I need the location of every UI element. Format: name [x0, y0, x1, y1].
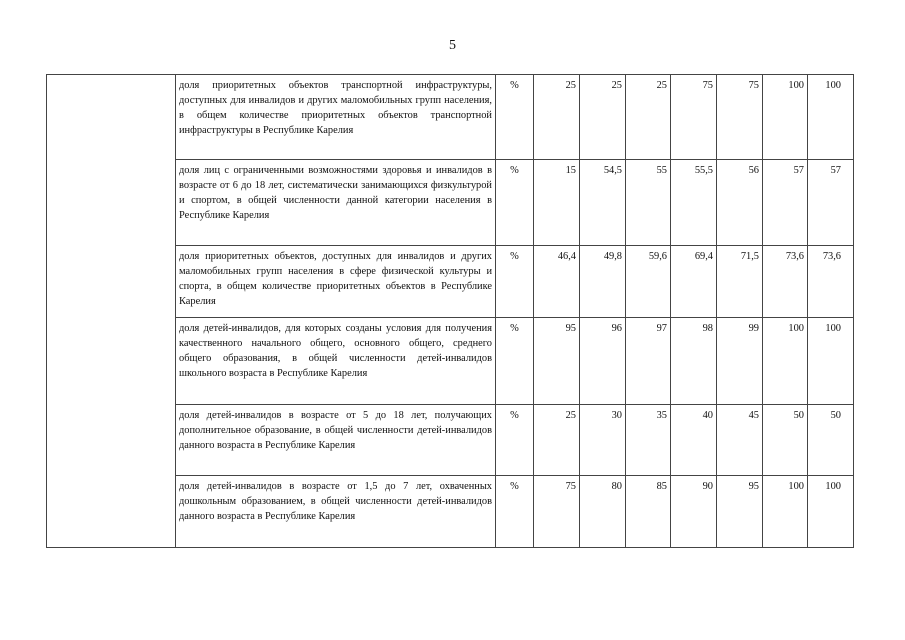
- indicators-table: [46, 74, 854, 548]
- value-cell: 99: [717, 318, 763, 405]
- unit-cell: %: [496, 246, 534, 318]
- indicator-description: доля детей-инвалидов в возрасте от 5 до 18 лет, получающих дополнительное образование, в общей численности детей-инвалидов данного возраста в Республике Карелия: [176, 405, 496, 476]
- page-number: 5: [449, 38, 456, 53]
- value-cell: 25: [580, 75, 626, 160]
- value-cell: 56: [717, 160, 763, 246]
- value-cell: 71,5: [717, 246, 763, 318]
- value-cell: 45: [717, 405, 763, 476]
- value-cell: 25: [534, 75, 580, 160]
- value-cell: 97: [626, 318, 671, 405]
- unit-cell: %: [496, 75, 534, 160]
- value-cell: 46,4: [534, 246, 580, 318]
- value-cell: 15: [534, 160, 580, 246]
- value-cell: 54,5: [580, 160, 626, 246]
- value-cell: 75: [717, 75, 763, 160]
- value-cell: 100: [763, 75, 808, 160]
- value-cell: 50: [763, 405, 808, 476]
- indicator-description: доля детей-инвалидов, для которых созданы условия для получения качественного начального общего, основного общего, среднего общего образования, в общей численности детей-инвалидов школьного возраста в Республике Карелия: [176, 318, 496, 405]
- indicator-description: доля приоритетных объектов транспортной инфраструктуры, доступных для инвалидов и других маломобильных групп населения, в общем количестве приоритетных объектов транспортной инфраструктуры в Республике Карелия: [176, 75, 496, 160]
- table-row: [47, 75, 854, 160]
- value-cell: 100: [763, 318, 808, 405]
- value-cell: 73,6: [808, 246, 854, 318]
- indicator-description: доля лиц с ограниченными возможностями здоровья и инвалидов в возрасте от 6 до 18 лет, систематически занимающихся физкультурой и спортом, в общей численности данной категории населения в Республике Карелия: [176, 160, 496, 246]
- value-cell: 35: [626, 405, 671, 476]
- value-cell: 57: [763, 160, 808, 246]
- value-cell: 80: [580, 476, 626, 548]
- value-cell: 98: [671, 318, 717, 405]
- unit-cell: %: [496, 318, 534, 405]
- unit-cell: %: [496, 476, 534, 548]
- value-cell: 100: [808, 318, 854, 405]
- value-cell: 30: [580, 405, 626, 476]
- value-cell: 100: [808, 476, 854, 548]
- value-cell: 55,5: [671, 160, 717, 246]
- value-cell: 57: [808, 160, 854, 246]
- value-cell: 95: [717, 476, 763, 548]
- program-cell: [47, 75, 176, 548]
- value-cell: 100: [763, 476, 808, 548]
- indicator-description: доля детей-инвалидов в возрасте от 1,5 до 7 лет, охваченных дошкольным образованием, в общей численности детей-инвалидов данного возраста в Республике Карелия: [176, 476, 496, 548]
- value-cell: 100: [808, 75, 854, 160]
- value-cell: 96: [580, 318, 626, 405]
- value-cell: 75: [671, 75, 717, 160]
- unit-cell: %: [496, 160, 534, 246]
- value-cell: 73,6: [763, 246, 808, 318]
- value-cell: 69,4: [671, 246, 717, 318]
- indicator-description: доля приоритетных объектов, доступных для инвалидов и других маломобильных групп населения в сфере физической культуры и спорта, в общем количестве приоритетных объектов в Республике Карелия: [176, 246, 496, 318]
- value-cell: 59,6: [626, 246, 671, 318]
- unit-cell: %: [496, 405, 534, 476]
- value-cell: 55: [626, 160, 671, 246]
- value-cell: 95: [534, 318, 580, 405]
- value-cell: 85: [626, 476, 671, 548]
- value-cell: 50: [808, 405, 854, 476]
- value-cell: 90: [671, 476, 717, 548]
- value-cell: 75: [534, 476, 580, 548]
- value-cell: 40: [671, 405, 717, 476]
- value-cell: 25: [534, 405, 580, 476]
- value-cell: 49,8: [580, 246, 626, 318]
- value-cell: 25: [626, 75, 671, 160]
